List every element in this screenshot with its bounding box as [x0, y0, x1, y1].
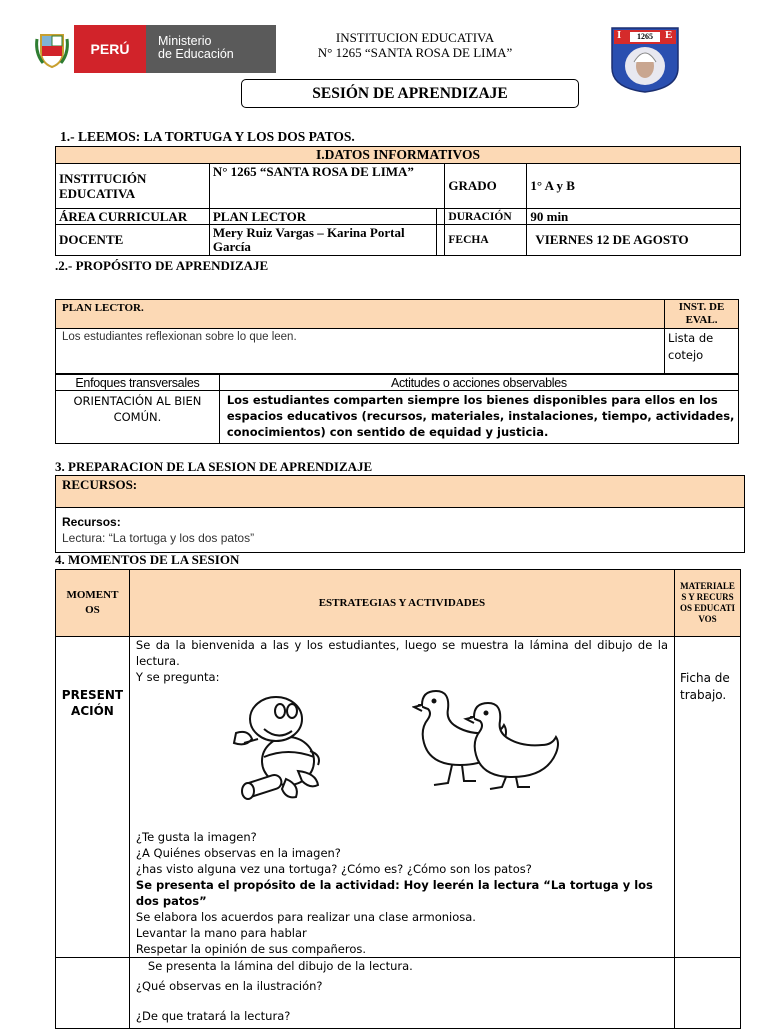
row1-line: Y se pregunta: [135, 670, 220, 684]
actitud-value: Los estudiantes comparten siempre los bienes disponibles para ellos en los espacios educativos (recursos, materiales, instalaciones, tiempo, actividades, conocimientos) con sentido de equidad y justicia. [219, 391, 738, 444]
row2-line: ¿De que tratará la lectura? [135, 1009, 291, 1023]
badge-letter-left: I [617, 29, 622, 41]
row1-activities [129, 637, 674, 958]
spacer-cell [437, 225, 445, 256]
ministry-line1: Ministerio [158, 34, 212, 48]
inst-eval-label: INST. DE EVAL. [665, 300, 739, 329]
coat-of-arms-icon [30, 25, 74, 73]
fecha-label: FECHA [445, 225, 527, 256]
ministry-name [146, 25, 276, 73]
grado-value: 1° A y B [527, 164, 741, 209]
instrument-text: Lista de cotejo [665, 329, 739, 374]
row2-line: ¿Qué observas en la ilustración? [135, 979, 323, 993]
agreement-line: Se elabora los acuerdos para realizar una clase armoniosa. [135, 910, 476, 924]
institution-line2: N° 1265 “SANTA ROSA DE LIMA” [317, 45, 513, 60]
recursos-label: Recursos: [62, 515, 121, 529]
actitudes-label: Actitudes o acciones observables [219, 375, 738, 391]
badge-letter-right: E [665, 29, 673, 41]
duracion-value: 90 min [527, 209, 741, 225]
datos-informativos-table [55, 146, 741, 256]
plan-label: PLAN LECTOR. [56, 300, 665, 329]
institution-line1: INSTITUCION EDUCATIVA [335, 30, 495, 45]
duracion-label: DURACIÓN [445, 209, 527, 225]
recursos-table [55, 475, 745, 553]
fecha-value: VIERNES 12 DE AGOSTO [527, 225, 741, 256]
row2-line: Se presenta la lámina del dibujo de la lectura. [147, 959, 413, 973]
docente-value: Mery Ruiz Vargas – Karina Portal García [209, 225, 437, 256]
datos-title: I.DATOS INFORMATIVOS [56, 147, 741, 164]
question: ¿Te gusta la imagen? [135, 830, 257, 844]
area-value: PLAN LECTOR [209, 209, 437, 225]
page-title: SESIÓN DE APRENDIZAJE [241, 79, 579, 108]
row2-material [675, 958, 741, 1029]
section1-heading: 1.- LEEMOS: LA TORTUGA Y LOS DOS PATOS. [60, 129, 355, 144]
col-momentos: MOMENTOS [56, 570, 130, 637]
enfoque-value: ORIENTACIÓN AL BIEN COMÚN. [56, 391, 220, 444]
inst-label: INSTITUCIÓN EDUCATIVA [56, 164, 210, 209]
docente-label: DOCENTE [56, 225, 210, 256]
row1-moment: PRESENTACIÓN [56, 637, 130, 958]
agreement-line: Respetar la opinión de sus compañeros. [135, 942, 367, 956]
question: ¿A Quiénes observas en la imagen? [135, 846, 341, 860]
school-badge [610, 26, 680, 94]
row1-material: Ficha de trabajo. [675, 637, 741, 958]
spacer-cell [437, 209, 445, 225]
recursos-cell [56, 508, 745, 553]
row2-activities [129, 958, 674, 1029]
inst-value: N° 1265 “SANTA ROSA DE LIMA” [209, 164, 445, 209]
col-materiales: MATERIALES Y RECURSOS EDUCATIVOS [675, 570, 741, 637]
ministry-line2: de Educación [158, 47, 234, 61]
proposito-table [55, 299, 739, 374]
ducks-icon [412, 687, 568, 791]
row1-line: Se da la bienvenida a las y los estudiantes, luego se muestra la lámina del dibujo de la lectura. [135, 638, 668, 668]
question: ¿has visto alguna vez una tortuga? ¿Cómo es? ¿Cómo son los patos? [135, 862, 532, 876]
country-label: PERÚ [74, 25, 146, 73]
purpose-text: Los estudiantes reflexionan sobre lo que leen. [56, 329, 665, 374]
recursos-value: Lectura: “La tortuga y los dos patos” [62, 531, 255, 545]
recursos-header: RECURSOS: [56, 476, 745, 508]
enfoques-table [55, 374, 739, 444]
badge-number: 1265 [637, 32, 653, 41]
section3-heading: 3. PREPARACION DE LA SESION DE APRENDIZAJE [55, 459, 373, 474]
section2-heading: .2.- PROPÓSITO DE APRENDIZAJE [55, 258, 269, 273]
momentos-table [55, 569, 741, 1029]
grado-label: GRADO [445, 164, 527, 209]
lesson-illustration [136, 685, 668, 829]
section4-heading: 4. MOMENTOS DE LA SESION [55, 552, 240, 567]
area-label: ÁREA CURRICULAR [56, 209, 210, 225]
purpose-statement: Se presenta el propósito de la actividad: Hoy leerén la lectura “La tortuga y los dos patos” [135, 878, 653, 908]
ministry-logo [30, 25, 276, 73]
row2-moment [56, 958, 130, 1029]
institution-heading [300, 30, 530, 60]
agreement-line: Levantar la mano para hablar [135, 926, 307, 940]
enfoques-label: Enfoques transversales [56, 375, 220, 391]
col-estrategias: ESTRATEGIAS Y ACTIVIDADES [129, 570, 674, 637]
turtle-icon [228, 691, 328, 807]
